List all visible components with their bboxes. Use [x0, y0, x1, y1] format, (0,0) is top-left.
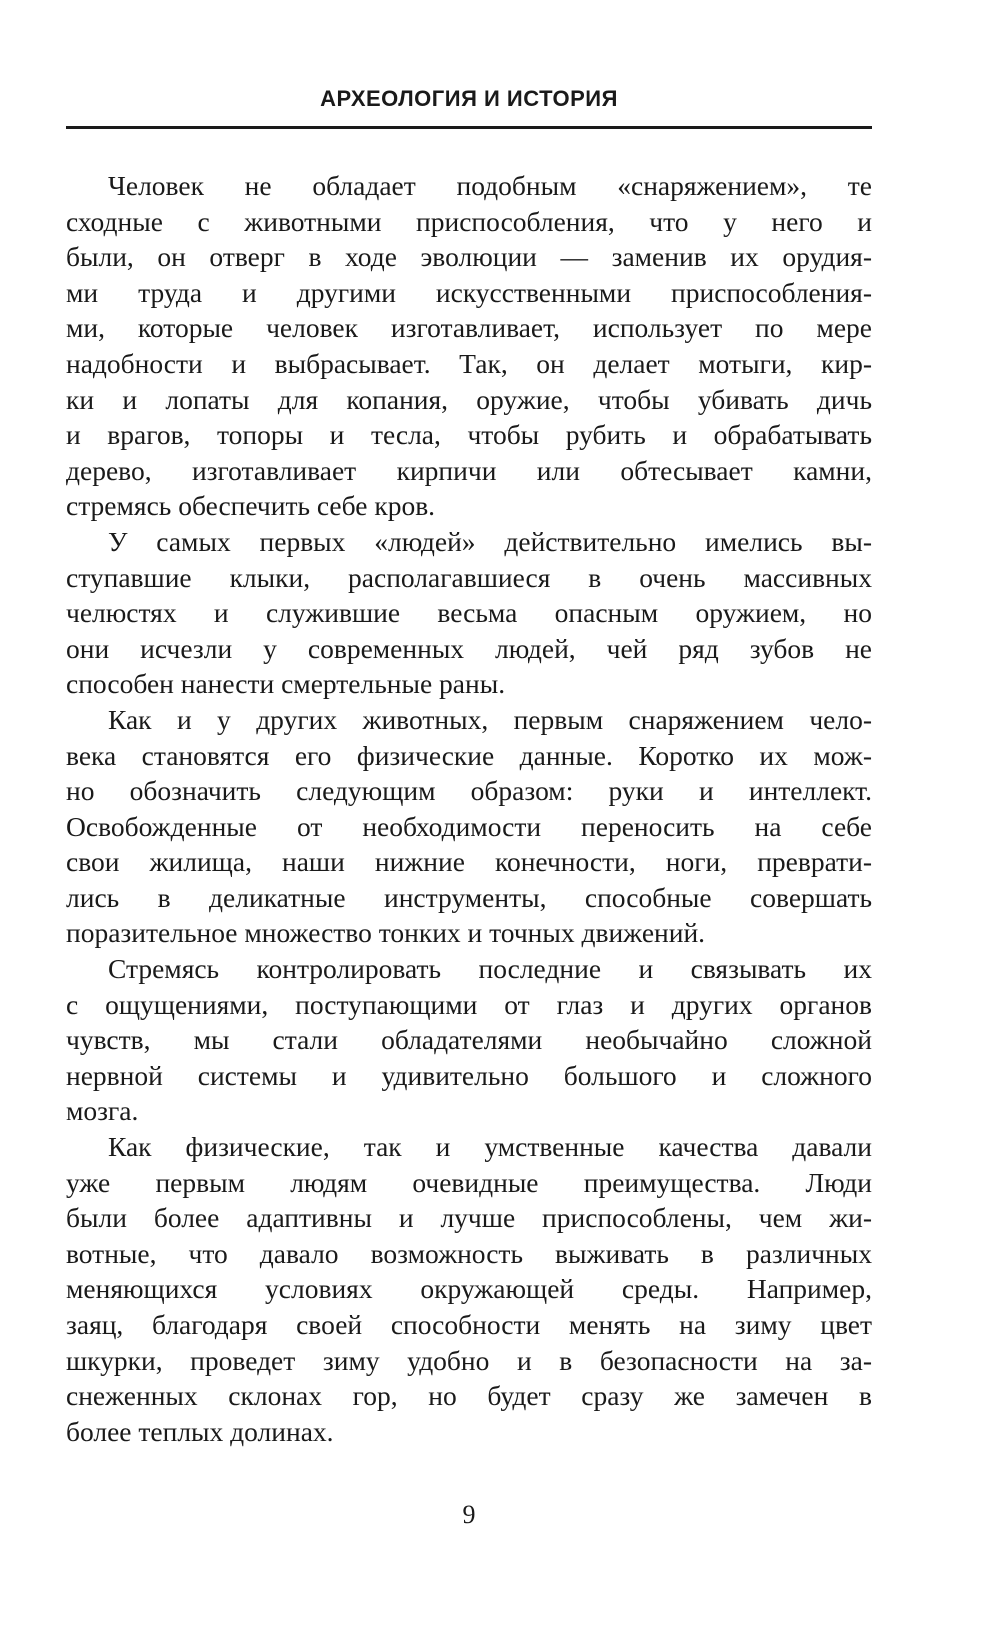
text-line: но обозначить следующим образом: руки и интеллект.	[66, 775, 872, 807]
text-line: были, он отверг в ходе эволюции — заменив их орудия-	[66, 241, 872, 273]
text-line: снеженных склонах гор, но будет сразу же замечен в	[66, 1380, 872, 1412]
text-line: Как и у других животных, первым снаряжением чело-	[108, 703, 872, 735]
page-number: 9	[462, 1500, 476, 1529]
header-rule	[66, 126, 872, 129]
text-line: лись в деликатные инструменты, способные совершать	[66, 881, 872, 913]
text-line: надобности и выбрасывает. Так, он делает мотыги, кир-	[66, 347, 872, 379]
running-head: АРХЕОЛОГИЯ И ИСТОРИЯ	[320, 86, 618, 111]
text-line: поразительное множество тонких и точных движений.	[66, 917, 706, 949]
paragraph-5	[66, 1129, 872, 1449]
text-line: вотные, что давало возможность выживать в различных	[66, 1237, 872, 1269]
text-line: более теплых долинах.	[66, 1415, 334, 1447]
text-line: века становятся его физические данные. Коротко их мож-	[66, 739, 872, 771]
text-line: свои жилища, наши нижние конечности, ноги, преврати-	[66, 846, 872, 878]
text-line: мозга.	[66, 1095, 139, 1127]
text-line: ми труда и другими искусственными приспособления-	[66, 276, 872, 308]
paragraph-1	[66, 168, 872, 524]
text-line: уже первым людям очевидные преимущества. Люди	[66, 1166, 872, 1198]
text-line: дерево, изготавливает кирпичи или обтесывает камни,	[66, 454, 872, 486]
text-line: способен нанести смертельные раны.	[66, 668, 506, 700]
text-line: ми, которые человек изготавливает, использует по мере	[66, 312, 872, 344]
text-line: стремясь обеспечить себе кров.	[66, 490, 436, 522]
text-line: сходные с животными приспособления, что у него и	[66, 205, 872, 237]
paragraph-4	[66, 951, 872, 1129]
text-line: ступавшие клыки, располагавшиеся в очень массивных	[66, 561, 872, 593]
paragraph-3	[66, 702, 872, 951]
text-line: нервной системы и удивительно большого и сложного	[66, 1059, 872, 1091]
text-line: были более адаптивны и лучше приспособлены, чем жи-	[66, 1202, 872, 1234]
paragraph-2	[66, 524, 872, 702]
text-line: У самых первых «людей» действительно имелись вы-	[108, 525, 872, 557]
text-line: челюстях и служившие весьма опасным оружием, но	[66, 597, 872, 629]
text-line: с ощущениями, поступающими от глаз и других органов	[66, 988, 872, 1020]
text-line: чувств, мы стали обладателями необычайно сложной	[66, 1024, 872, 1056]
text-line: Стремясь контролировать последние и связывать их	[108, 953, 872, 985]
text-line: меняющихся условиях окружающей среды. Например,	[66, 1273, 872, 1305]
text-line: шкурки, проведет зиму удобно и в безопасности на за-	[66, 1344, 872, 1376]
text-line: они исчезли у современных людей, чей ряд зубов не	[66, 632, 872, 664]
body-text	[66, 168, 872, 1449]
text-line: ки и лопаты для копания, оружие, чтобы убивать дичь	[66, 383, 872, 415]
text-line: Человек не обладает подобным «снаряжением», те	[108, 170, 872, 201]
text-line: Освобожденные от необходимости переносить на себе	[66, 810, 872, 842]
text-line: заяц, благодаря своей способности менять на зиму цвет	[66, 1309, 872, 1340]
text-line: Как физические, так и умственные качества давали	[108, 1131, 872, 1163]
text-line: и врагов, топоры и тесла, чтобы рубить и обрабатывать	[66, 419, 872, 451]
